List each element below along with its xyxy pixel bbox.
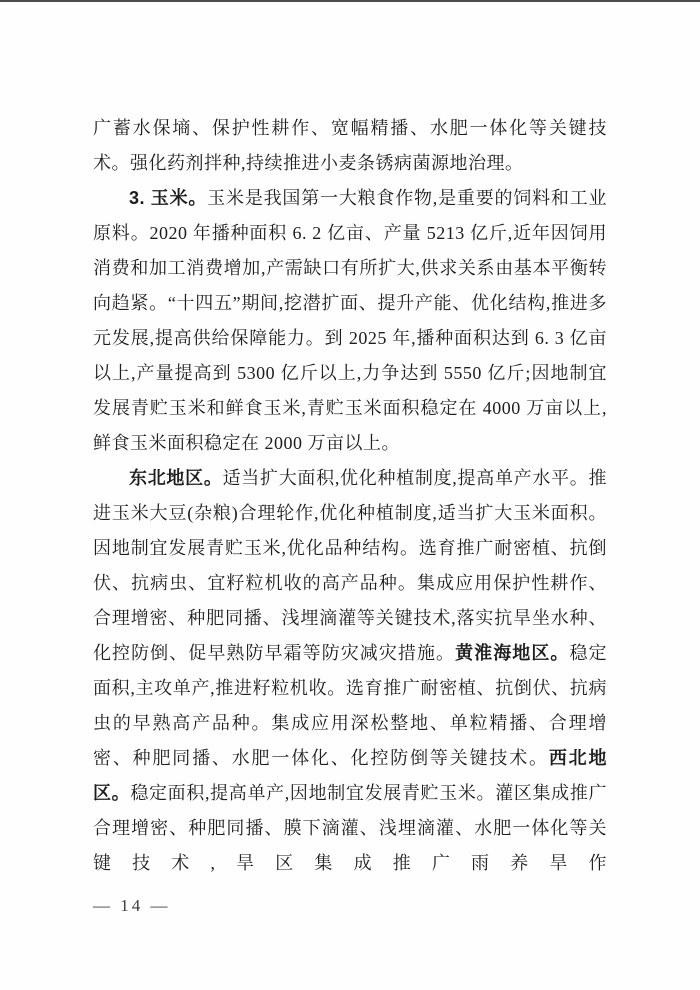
document-body — [93, 111, 607, 881]
text-run: 稳定面积,提高单产,因地制宜发展青贮玉米。灌区集成推广合理增密、种肥同播、膜下滴灌、浅埋滴灌、水肥一体化等关键技术,旱区集成推广雨养旱作 — [93, 783, 608, 873]
inline-section-heading: 西北地区。 — [93, 748, 607, 803]
paragraph — [93, 111, 607, 181]
inline-section-heading: 黄淮海地区。 — [455, 643, 570, 663]
inline-section-heading: 3. 玉米。 — [129, 188, 208, 208]
paragraph — [93, 461, 607, 881]
text-run: 稳定面积,主攻单产,推进籽粒机收。选育推广耐密植、抗倒伏、抗病虫的早熟高产品种。集成应用深松整地、单粒精播、合理增密、种肥同播、水肥一体化、化控防倒等关键技术。 — [93, 643, 608, 768]
text-run: 广蓄水保墒、保护性耕作、宽幅精播、水肥一体化等关键技术。强化药剂拌种,持续推进小麦条锈病菌源地治理。 — [93, 118, 607, 173]
text-run: 适当扩大面积,优化种植制度,提高单产水平。推进玉米大豆(杂粮)合理轮作,优化种植制度,适当扩大玉米面积。因地制宜发展青贮玉米,优化品种结构。选育推广耐密植、抗倒伏、抗病虫、宜籽粒机收的高产品种。集成应用保护性耕作、合理增密、种肥同播、浅埋滴灌等关键技术,落实抗旱坐水种、化控防倒、促早熟防早霜等防灾减灾措施。 — [93, 468, 608, 663]
paragraph — [93, 181, 607, 461]
page-number: — 14 — — [93, 896, 171, 915]
text-run: 玉米是我国第一大粮食作物,是重要的饲料和工业原料。2020 年播种面积 6. 2 亿亩、产量 5213 亿斤,近年因饲用消费和加工消费增加,产需缺口有所扩大,供求关系由基本平衡转向趋紧。“十四五”期间,挖潜扩面、提升产能、优化结构,推进多元发展,提高供给保障能力。到 2025 年,播种面积达到 6. 3 亿亩以上,产量提高到 5300 亿斤以上,力争达到 5550 亿斤;因地制宜发展青贮玉米和鲜食玉米,青贮玉米面积稳定在 4000 万亩以上,鲜食玉米面积稳定在 2000 万亩以上。 — [93, 188, 608, 453]
scan-edge-artifact — [0, 0, 700, 2]
inline-section-heading: 东北地区。 — [129, 468, 223, 488]
